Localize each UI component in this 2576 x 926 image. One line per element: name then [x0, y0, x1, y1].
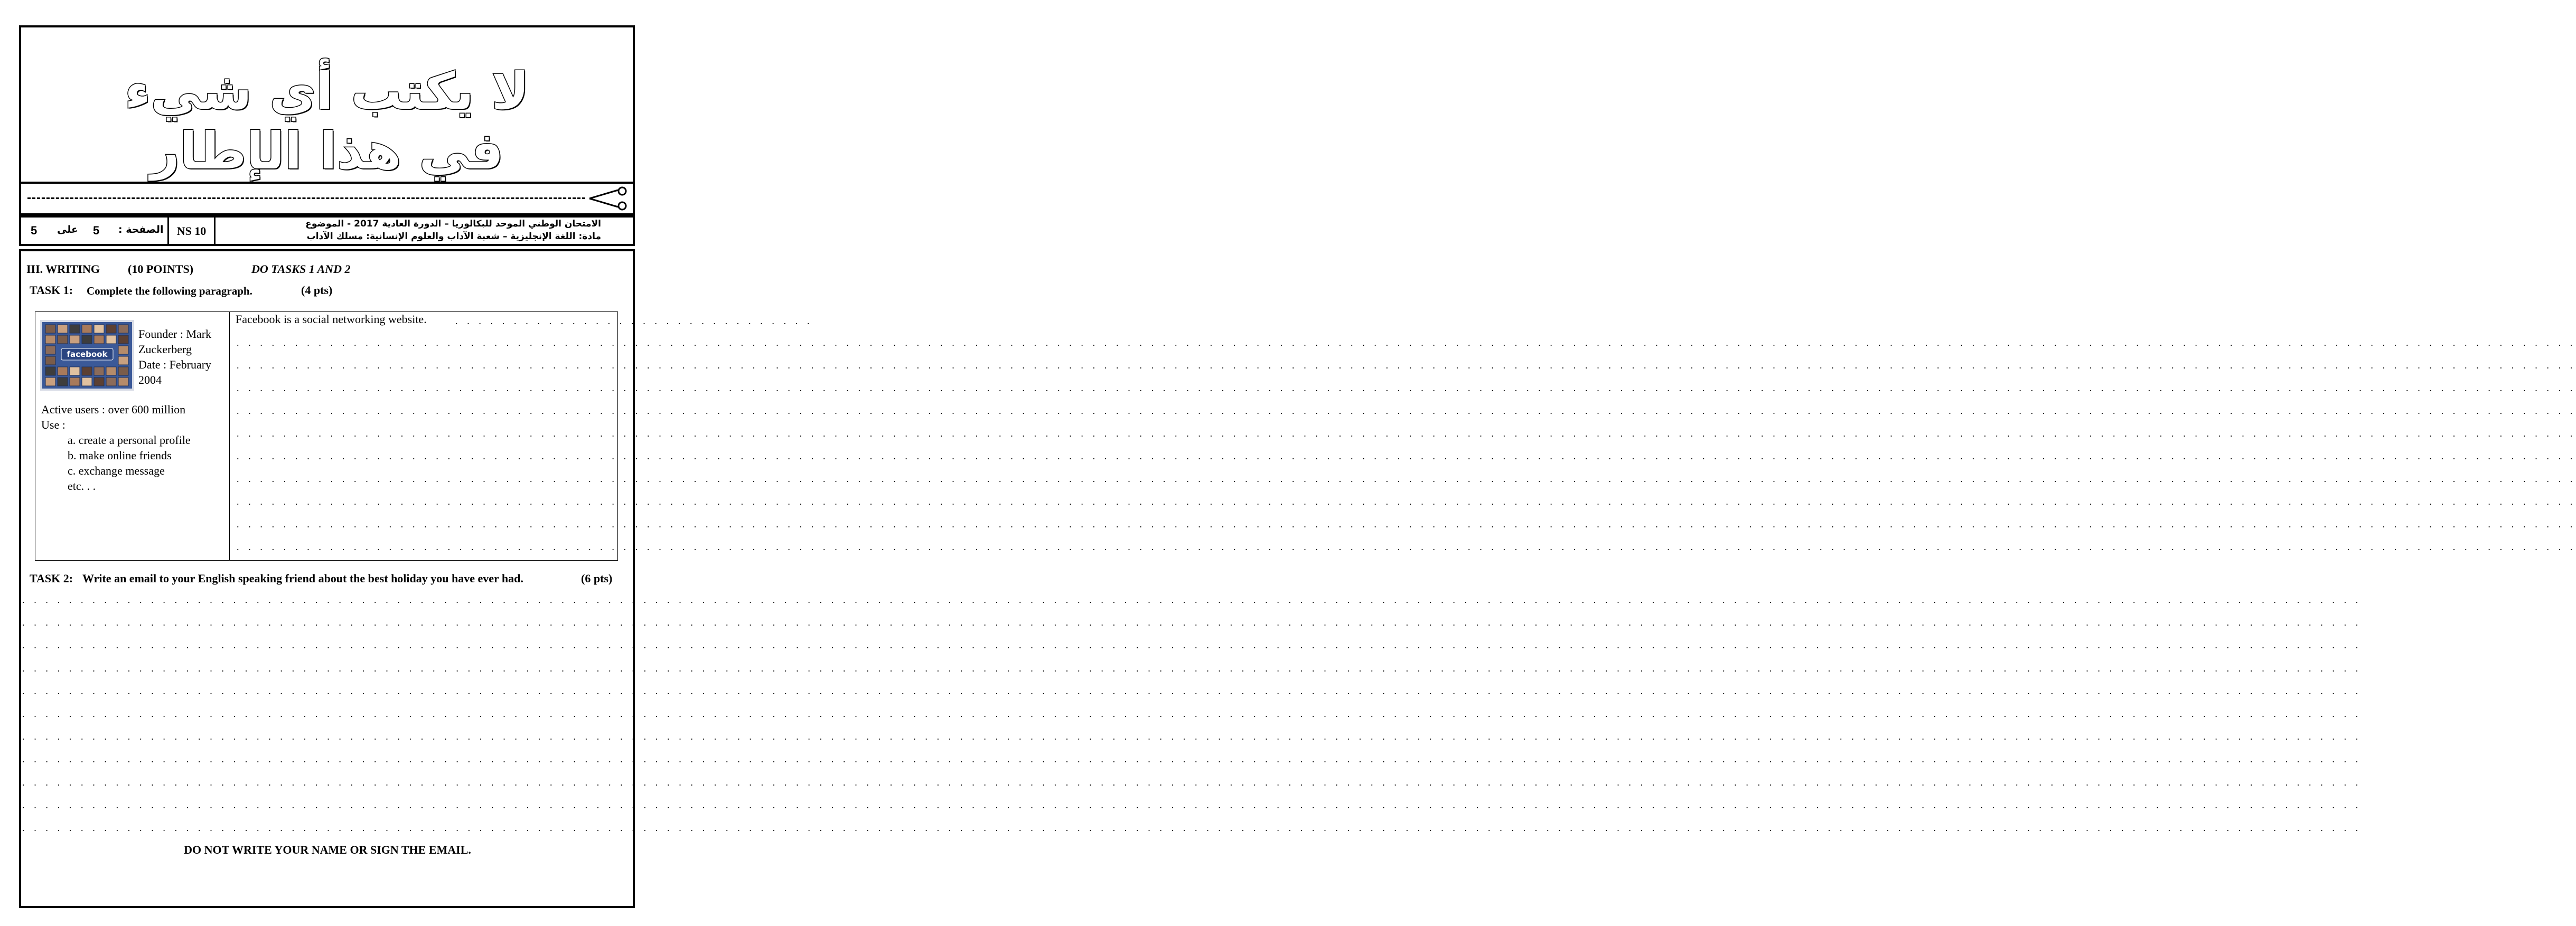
exam-header [19, 215, 635, 246]
profile-photo [82, 367, 92, 375]
task2-label: TASK 2: [30, 572, 73, 585]
profile-photo [70, 377, 80, 386]
profile-photo [106, 335, 116, 344]
exam-code: NS 10 [176, 224, 207, 238]
profile-photo [106, 377, 116, 386]
no-write-frame [19, 25, 635, 184]
task1-points: (4 pts) [301, 284, 333, 297]
task1-label: TASK 1: [30, 284, 73, 297]
use-item: etc. . . [68, 479, 96, 493]
profile-photo [70, 367, 80, 375]
facebook-logo-text: facebook [67, 349, 108, 359]
profile-photo [94, 377, 104, 386]
answer-dots-line: . . . . . . . . . . . . . . . . . . . . . . . . . . . . . . . . . . . . . . . . . . . . . . . . . . . . . . . . . . . . . . . . . . . . . . . . . . . . . . . . . . . . . . . . . . . . . . . . . . . . . . . . . . . . . . . . . . . . . . . . . . . . . . . . . . . . . . . . . . . . . . . . . . . . . . . . . . . . . . . . . . . . . . . . . . . . . . . . . . . . . . . . . . . . . . . . . . . . . . . . [22, 663, 2362, 674]
answer-dots-line: . . . . . . . . . . . . . . . . . . . . . . . . . . . . . . . . . . . . . . . . . . . . . . . . . . . . . . . . . . . . . . . . . . . . . . . . . . . . . . . . . . . . . . . . . . . . . . . . . . . . . . . . . . . . . . . . . . . . . . . . . . . . . . . . . . . . . . . . . . . . . . . . . . . . . . . . . . . . . . . . . . . . . . . . . . . . . . . . . . . . . . . . . . . . . . . . . . . . . . . . [22, 617, 2362, 628]
profile-photo [82, 335, 92, 344]
exam-title: الامتحان الوطني الموحد للبكالوريا – الدورة العادية 2017 - الموضوع [305, 219, 601, 229]
founder-line-2: Zuckerberg [138, 343, 192, 356]
facebook-image [40, 320, 134, 391]
profile-photo [58, 367, 68, 375]
profile-photo [94, 325, 104, 333]
profile-photo [58, 325, 68, 333]
section-points: (10 POINTS) [128, 262, 194, 276]
task2-points: (6 pts) [581, 572, 613, 585]
answer-dots-line: . . . . . . . . . . . . . . . . . . . . . . . . . . . . . . . . . . . . . . . . . . . . . . . . . . . . . . . . . . . . . . . . . . . . . . . . . . . . . . . . . . . . . . . . . . . . . . . . . . . . . . . . . . . . . . . . . . . . . . . . . . . . . . . . . . . . . . . . . . . . . . . . . . . . . . . . . . . . . . . . . . . . . . . . . . . . . . . . . . . . . . . . . . . . . . . . . . . . . . . . [22, 731, 2362, 742]
profile-photo [94, 335, 104, 344]
profile-photo [45, 367, 55, 375]
profile-photo [82, 325, 92, 333]
task1-column-divider [229, 311, 230, 561]
date-line-2: 2004 [138, 373, 162, 386]
answer-dots-line: . . . . . . . . . . . . . . . . . . . . . . . . . . . . . . . . . . . . . . . . . . . . . . . . . . . . . . . . . . . . . . . . . . . . . . . . . . . . . . . . . . . . . . . . . . . . . . . . . . . . . . . . . . . . . . . . . . . . . . . . . . . . . . . . . . . . . . . . . . . . . . . . . . . . . . . . . . . . . . . . . . . . . . . . . . . . . . . . . . . . . . . . . . . . . . . . . . . . . . . . [22, 708, 2362, 719]
title-cell [216, 218, 633, 244]
page-of-word: على [57, 224, 78, 235]
profile-photo [118, 356, 128, 365]
answer-dots-line: . . . . . . . . . . . . . . . . . . . . . . . . . . . . . . . . . . . . . . . . . . . . . . . . . . . . . . . . . . . . . . . . . . . . . . . . . . . . . . . . . . . . . . . . . . . . . . . . . . . . . . . . . . . . . . . . . . . . . . . . . . . . . . . . . . . . . . . . . . . . . . . . . . . . . . . . . . . . . . . . . . . . . . . . . . . . . . . . . . . . . . . . . . . . . . . . . . . . . . . . [237, 337, 2576, 348]
answer-dots-line: . . . . . . . . . . . . . . . . . . . . . . . . . . . . . . . . . . . . . . . . . . . . . . . . . . . . . . . . . . . . . . . . . . . . . . . . . . . . . . . . . . . . . . . . . . . . . . . . . . . . . . . . . . . . . . . . . . . . . . . . . . . . . . . . . . . . . . . . . . . . . . . . . . . . . . . . . . . . . . . . . . . . . . . . . . . . . . . . . . . . . . . . . . . . . . . . . . . . . . . . [22, 685, 2362, 696]
profile-photo [45, 325, 55, 333]
page-cell [21, 218, 169, 244]
page-current: 5 [93, 224, 100, 237]
profile-photo [45, 356, 55, 365]
use-item: b. make online friends [68, 449, 172, 462]
answer-dots-line: . . . . . . . . . . . . . . . . . . . . . . . . . . . . . . . . . . . . . . . . . . . . . . . . . . . . . . . . . . . . . . . . . . . . . . . . . . . . . . . . . . . . . . . . . . . . . . . . . . . . . . . . . . . . . . . . . . . . . . . . . . . . . . . . . . . . . . . . . . . . . . . . . . . . . . . . . . . . . . . . . . . . . . . . . . . . . . . . . . . . . . . . . . . . . . . . . . . . . . . . [237, 428, 2576, 439]
profile-photo [118, 335, 128, 344]
use-item: a. create a personal profile [68, 433, 191, 447]
profile-photo [118, 346, 128, 354]
profile-photo [118, 367, 128, 375]
answer-dots-line: . . . . . . . . . . . . . . . . . . . . . . . . . . . . . . . . . . . . . . . . . . . . . . . . . . . . . . . . . . . . . . . . . . . . . . . . . . . . . . . . . . . . . . . . . . . . . . . . . . . . . . . . . . . . . . . . . . . . . . . . . . . . . . . . . . . . . . . . . . . . . . . . . . . . . . . . . . . . . . . . . . . . . . . . . . . . . . . . . . . . . . . . . . . . . . . . . . . . . . . . [22, 799, 2362, 810]
answer-dots-line: . . . . . . . . . . . . . . . . . . . . . . . . . . . . . . . . . . . . . . . . . . . . . . . . . . . . . . . . . . . . . . . . . . . . . . . . . . . . . . . . . . . . . . . . . . . . . . . . . . . . . . . . . . . . . . . . . . . . . . . . . . . . . . . . . . . . . . . . . . . . . . . . . . . . . . . . . . . . . . . . . . . . . . . . . . . . . . . . . . . . . . . . . . . . . . . . . . . . . . . . [22, 823, 2362, 833]
answer-dots-line: . . . . . . . . . . . . . . . . . . . . . . . . . . . . . . . [455, 316, 813, 326]
answer-dots-line: . . . . . . . . . . . . . . . . . . . . . . . . . . . . . . . . . . . . . . . . . . . . . . . . . . . . . . . . . . . . . . . . . . . . . . . . . . . . . . . . . . . . . . . . . . . . . . . . . . . . . . . . . . . . . . . . . . . . . . . . . . . . . . . . . . . . . . . . . . . . . . . . . . . . . . . . . . . . . . . . . . . . . . . . . . . . . . . . . . . . . . . . . . . . . . . . . . . . . . . . [237, 383, 2576, 393]
profile-photo [45, 335, 55, 344]
answer-dots-line: . . . . . . . . . . . . . . . . . . . . . . . . . . . . . . . . . . . . . . . . . . . . . . . . . . . . . . . . . . . . . . . . . . . . . . . . . . . . . . . . . . . . . . . . . . . . . . . . . . . . . . . . . . . . . . . . . . . . . . . . . . . . . . . . . . . . . . . . . . . . . . . . . . . . . . . . . . . . . . . . . . . . . . . . . . . . . . . . . . . . . . . . . . . . . . . . . . . . . . . . [22, 754, 2362, 765]
task2-instruction: Write an email to your English speaking friend about the best holiday you have ever had. [82, 572, 523, 585]
answer-dots-line: . . . . . . . . . . . . . . . . . . . . . . . . . . . . . . . . . . . . . . . . . . . . . . . . . . . . . . . . . . . . . . . . . . . . . . . . . . . . . . . . . . . . . . . . . . . . . . . . . . . . . . . . . . . . . . . . . . . . . . . . . . . . . . . . . . . . . . . . . . . . . . . . . . . . . . . . . . . . . . . . . . . . . . . . . . . . . . . . . . . . . . . . . . . . . . . . . . . . . . . . [237, 360, 2576, 371]
founder-line-1: Founder : Mark [138, 327, 212, 341]
use-label: Use : [41, 418, 65, 431]
section-title: III. WRITING [26, 262, 100, 276]
paragraph-start: Facebook is a social networking website. [236, 313, 427, 326]
profile-photo [106, 367, 116, 375]
answer-dots-line: . . . . . . . . . . . . . . . . . . . . . . . . . . . . . . . . . . . . . . . . . . . . . . . . . . . . . . . . . . . . . . . . . . . . . . . . . . . . . . . . . . . . . . . . . . . . . . . . . . . . . . . . . . . . . . . . . . . . . . . . . . . . . . . . . . . . . . . . . . . . . . . . . . . . . . . . . . . . . . . . . . . . . . . . . . . . . . . . . . . . . . . . . . . . . . . . . . . . . . . . [237, 474, 2576, 484]
subject-line: مادة: اللغة الإنجليزية – شعبة الآداب والعلوم الإنسانية: مسلك الآداب [306, 231, 601, 242]
profile-photo [82, 377, 92, 386]
answer-dots-line: . . . . . . . . . . . . . . . . . . . . . . . . . . . . . . . . . . . . . . . . . . . . . . . . . . . . . . . . . . . . . . . . . . . . . . . . . . . . . . . . . . . . . . . . . . . . . . . . . . . . . . . . . . . . . . . . . . . . . . . . . . . . . . . . . . . . . . . . . . . . . . . . . . . . . . . . . . . . . . . . . . . . . . . . . . . . . . . . . . . . . . . . . . . . . . . . . . . . . . . . [237, 542, 2576, 552]
scissors-icon [587, 187, 630, 210]
date-line-1: Date : February [138, 358, 212, 371]
footer-note: DO NOT WRITE YOUR NAME OR SIGN THE EMAIL. [184, 843, 471, 856]
profile-photo [94, 367, 104, 375]
cut-line-row [19, 184, 635, 215]
answer-dots-line: . . . . . . . . . . . . . . . . . . . . . . . . . . . . . . . . . . . . . . . . . . . . . . . . . . . . . . . . . . . . . . . . . . . . . . . . . . . . . . . . . . . . . . . . . . . . . . . . . . . . . . . . . . . . . . . . . . . . . . . . . . . . . . . . . . . . . . . . . . . . . . . . . . . . . . . . . . . . . . . . . . . . . . . . . . . . . . . . . . . . . . . . . . . . . . . . . . . . . . . . [22, 594, 2362, 605]
page-total: 5 [31, 224, 38, 237]
answer-dots-line: . . . . . . . . . . . . . . . . . . . . . . . . . . . . . . . . . . . . . . . . . . . . . . . . . . . . . . . . . . . . . . . . . . . . . . . . . . . . . . . . . . . . . . . . . . . . . . . . . . . . . . . . . . . . . . . . . . . . . . . . . . . . . . . . . . . . . . . . . . . . . . . . . . . . . . . . . . . . . . . . . . . . . . . . . . . . . . . . . . . . . . . . . . . . . . . . . . . . . . . . [237, 405, 2576, 416]
answer-dots-line: . . . . . . . . . . . . . . . . . . . . . . . . . . . . . . . . . . . . . . . . . . . . . . . . . . . . . . . . . . . . . . . . . . . . . . . . . . . . . . . . . . . . . . . . . . . . . . . . . . . . . . . . . . . . . . . . . . . . . . . . . . . . . . . . . . . . . . . . . . . . . . . . . . . . . . . . . . . . . . . . . . . . . . . . . . . . . . . . . . . . . . . . . . . . . . . . . . . . . . . . [237, 519, 2576, 530]
use-item: c. exchange message [68, 464, 165, 477]
banner-line-1: لا يكتب أي شيء [125, 62, 529, 121]
answer-dots-line: . . . . . . . . . . . . . . . . . . . . . . . . . . . . . . . . . . . . . . . . . . . . . . . . . . . . . . . . . . . . . . . . . . . . . . . . . . . . . . . . . . . . . . . . . . . . . . . . . . . . . . . . . . . . . . . . . . . . . . . . . . . . . . . . . . . . . . . . . . . . . . . . . . . . . . . . . . . . . . . . . . . . . . . . . . . . . . . . . . . . . . . . . . . . . . . . . . . . . . . . [237, 496, 2576, 507]
profile-photo [58, 335, 68, 344]
answer-dots-line: . . . . . . . . . . . . . . . . . . . . . . . . . . . . . . . . . . . . . . . . . . . . . . . . . . . . . . . . . . . . . . . . . . . . . . . . . . . . . . . . . . . . . . . . . . . . . . . . . . . . . . . . . . . . . . . . . . . . . . . . . . . . . . . . . . . . . . . . . . . . . . . . . . . . . . . . . . . . . . . . . . . . . . . . . . . . . . . . . . . . . . . . . . . . . . . . . . . . . . . . [237, 451, 2576, 461]
answer-dots-line: . . . . . . . . . . . . . . . . . . . . . . . . . . . . . . . . . . . . . . . . . . . . . . . . . . . . . . . . . . . . . . . . . . . . . . . . . . . . . . . . . . . . . . . . . . . . . . . . . . . . . . . . . . . . . . . . . . . . . . . . . . . . . . . . . . . . . . . . . . . . . . . . . . . . . . . . . . . . . . . . . . . . . . . . . . . . . . . . . . . . . . . . . . . . . . . . . . . . . . . . [22, 640, 2362, 651]
profile-photo [118, 325, 128, 333]
answer-dots-line: . . . . . . . . . . . . . . . . . . . . . . . . . . . . . . . . . . . . . . . . . . . . . . . . . . . . . . . . . . . . . . . . . . . . . . . . . . . . . . . . . . . . . . . . . . . . . . . . . . . . . . . . . . . . . . . . . . . . . . . . . . . . . . . . . . . . . . . . . . . . . . . . . . . . . . . . . . . . . . . . . . . . . . . . . . . . . . . . . . . . . . . . . . . . . . . . . . . . . . . . [22, 777, 2362, 788]
section-instruction: DO TASKS 1 AND 2 [251, 262, 351, 276]
page-label: الصفحة : [118, 224, 164, 235]
banner-line-2: في هذا الإطار [150, 121, 504, 181]
profile-photo [45, 346, 55, 354]
profile-photo [58, 377, 68, 386]
profile-photo [70, 325, 80, 333]
dashed-cut-line [27, 197, 585, 199]
code-cell [169, 218, 216, 244]
profile-photo [118, 377, 128, 386]
task1-instruction: Complete the following paragraph. [87, 285, 252, 297]
profile-photo [106, 325, 116, 333]
profile-photo [45, 377, 55, 386]
profile-photo [70, 335, 80, 344]
active-users: Active users : over 600 million [41, 403, 186, 416]
